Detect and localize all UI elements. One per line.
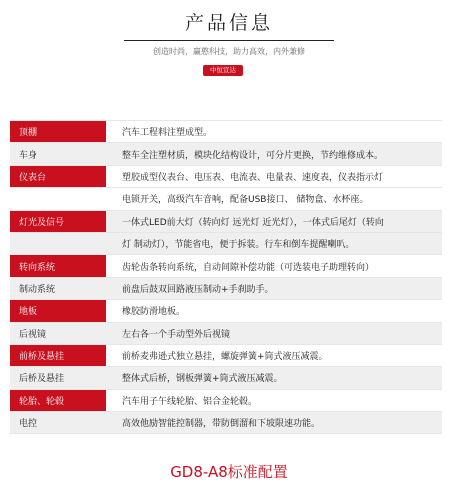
spec-description: 一体式LED前大灯（转向灯 远光灯 近光灯），一体式后尾灯（转向 [122, 217, 384, 228]
spec-row-electronics [10, 412, 442, 434]
spec-category: 后视镜 [19, 329, 47, 340]
spec-description: 齿轮齿条转向系统，自动间隙补偿功能（可选装电子助理转向） [122, 262, 375, 273]
spec-row-mirrors [10, 323, 442, 345]
spec-row-front-axle [10, 345, 442, 367]
spec-category [10, 188, 106, 209]
spec-description: 灯 制动灯），节能省电，便于拆装。行车和倒车提醒喇叭。 [122, 240, 355, 251]
spec-category [10, 233, 106, 254]
spec-row-dashboard [10, 166, 442, 188]
spec-row-brakes [10, 278, 442, 300]
spec-category: 灯光及信号 [10, 211, 106, 232]
spec-description: 高效他励智能控制器，带防倒溜和下坡限速功能。 [122, 419, 321, 430]
spec-description: 汽车工程料注塑成型。 [122, 128, 213, 139]
spec-description: 前盘后鼓双回路液压制动+手刹助手。 [122, 284, 274, 295]
brand-badge: 中恒宣达 [203, 65, 243, 76]
spec-row-lighting-cont [10, 233, 442, 255]
spec-category: 仪表台 [10, 166, 106, 187]
spec-description: 左右各一个手动型外后视镜 [122, 329, 231, 340]
spec-row-dashboard-cont [10, 188, 442, 210]
spec-row-tires [10, 390, 442, 412]
spec-category: 前桥及悬挂 [10, 345, 106, 366]
spec-category: 后桥及悬挂 [19, 374, 65, 385]
page-subtitle: 创造时尚，赢憨科技，助力高效，内外兼修 [153, 47, 305, 56]
spec-row-body [10, 143, 442, 165]
spec-description: 橡胶防滑地板。 [122, 307, 186, 318]
spec-row-steering [10, 255, 442, 277]
spec-category: 轮胎、轮毂 [10, 390, 106, 411]
page-title: 产品信息 [184, 12, 273, 34]
spec-row-floor [10, 300, 442, 322]
spec-category: 顶棚 [10, 121, 106, 142]
spec-row-roof [10, 120, 442, 143]
spec-row-lighting [10, 211, 442, 233]
model-title: GD8-A8标准配置 [170, 463, 288, 481]
spec-table [10, 120, 442, 434]
spec-category: 制动系统 [19, 284, 56, 295]
spec-category: 转向系统 [10, 255, 106, 276]
spec-description: 汽车用子午线轮胎、铝合金轮毂。 [122, 396, 258, 407]
spec-category: 电控 [19, 419, 38, 430]
spec-description: 整车全注塑材质，模块化结构设计，可分片更换，节约维修成本。 [122, 150, 384, 161]
spec-row-rear-axle [10, 367, 442, 389]
title-divider [124, 40, 334, 41]
spec-description: 整体式后桥，钢板弹簧+筒式液压减震。 [122, 374, 283, 385]
spec-description: 前桥麦弗逊式独立悬挂，螺旋弹簧+筒式液压减震。 [122, 352, 328, 363]
spec-description: 电锁开关，高级汽车音响，配备USB接口、 储物盒、水杯座。 [122, 195, 369, 206]
spec-description: 塑胶成型仪表台、电压表、电流表、电量表、速度表，仪表指示灯 [122, 172, 384, 183]
spec-category: 车身 [19, 150, 38, 161]
spec-category: 地板 [10, 300, 106, 321]
